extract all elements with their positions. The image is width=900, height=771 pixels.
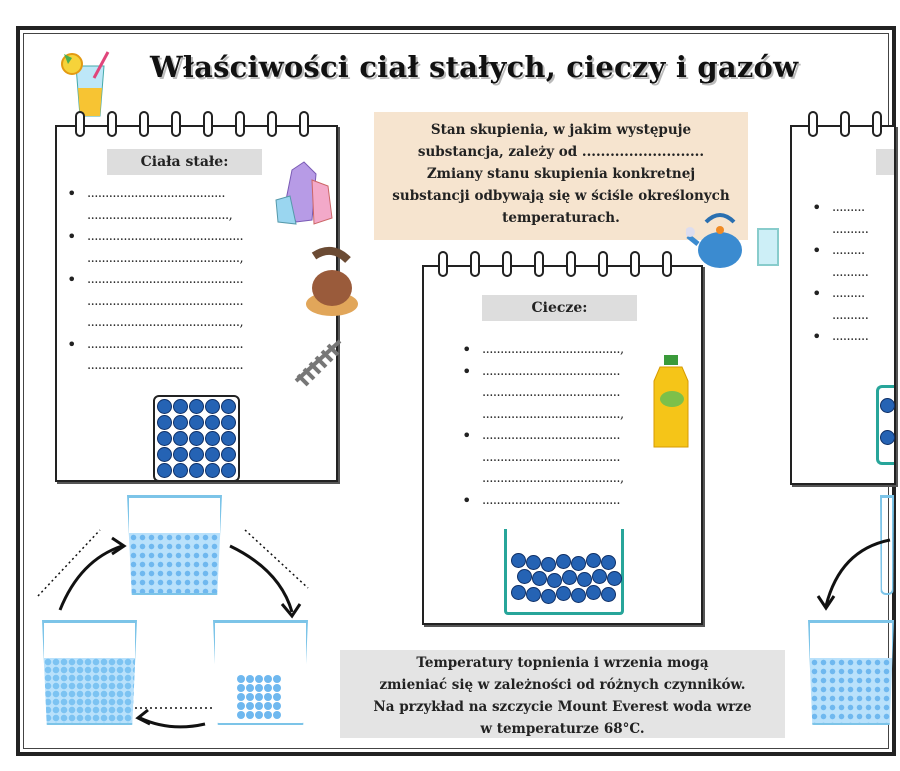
gas-particles-container: [876, 385, 894, 465]
liquid-particles-container: [504, 529, 624, 615]
particle: [601, 555, 616, 570]
gases-list: [810, 197, 894, 348]
list-item: • ...................................... .......................................,: [65, 183, 305, 226]
note-line: temperaturach.: [502, 210, 620, 226]
particle: [221, 447, 236, 462]
particle: [586, 553, 601, 568]
list-item: • ......................................,: [460, 339, 680, 361]
note-line: Zmiany stanu skupienia konkretnej: [426, 166, 696, 182]
particle: [556, 586, 571, 601]
cycle-arrow-right: [810, 530, 896, 620]
particle: [189, 399, 204, 414]
particle: [601, 587, 616, 602]
particle: [189, 447, 204, 462]
particle: [221, 399, 236, 414]
note-line: Na przykład na szczycie Mount Everest woda wrze: [373, 699, 752, 715]
particle: [157, 447, 172, 462]
clay-pot-icon: [302, 242, 360, 326]
particle: [157, 463, 172, 478]
particle: [173, 447, 188, 462]
particle: [189, 463, 204, 478]
particle: [511, 585, 526, 600]
gases-notebook: [790, 125, 896, 485]
particle: [205, 447, 220, 462]
liquids-list: [460, 339, 680, 511]
particle: [526, 555, 541, 570]
list-item: • ......... ..........: [810, 197, 894, 240]
particle: [571, 588, 586, 603]
particle: [173, 399, 188, 414]
particle: [205, 463, 220, 478]
solids-list: [65, 183, 305, 377]
list-item: • ...................................... ...................................... ......................................,: [460, 361, 680, 426]
ice-glass-icon: [757, 228, 779, 266]
particle: [205, 415, 220, 430]
particle: [173, 431, 188, 446]
list-item: • ........................................... ...........................................: [65, 334, 305, 377]
note-line: substancji odbywają się w ściśle określonych: [392, 188, 730, 204]
list-item: • ..........: [810, 326, 894, 348]
particle: [189, 415, 204, 430]
glass-right: [808, 620, 894, 725]
particle: [592, 569, 607, 584]
particle: [157, 431, 172, 446]
bottom-note: [340, 650, 785, 738]
particle: [221, 415, 236, 430]
particle: [173, 463, 188, 478]
solid-particles-grid: [153, 395, 240, 482]
particle: [157, 415, 172, 430]
gases-heading-band: [876, 149, 894, 175]
oil-bottle-icon: [648, 355, 694, 455]
particle: [532, 571, 547, 586]
particle: [221, 463, 236, 478]
list-item: • ......... ..........: [810, 283, 894, 326]
particle: [511, 553, 526, 568]
solids-heading: Ciała stałe:: [107, 149, 262, 175]
list-item: • ......................................: [460, 490, 680, 512]
particle: [205, 399, 220, 414]
list-item: • ........................................... ........................................... ..........................................,: [65, 269, 305, 334]
particle: [221, 431, 236, 446]
particle: [157, 399, 172, 414]
note-line: Temperatury topnienia i wrzenia mogą: [416, 655, 709, 671]
crystal-icon: [272, 160, 336, 234]
particle: [607, 571, 622, 586]
particle: [556, 554, 571, 569]
particle: [541, 557, 556, 572]
note-line: w temperaturze 68°C.: [480, 721, 645, 737]
particle: [205, 431, 220, 446]
page-title: Właściwości ciał stałych, cieczy i gazów: [150, 50, 799, 84]
list-item: • ...................................... ...................................... ......................................,: [460, 425, 680, 490]
particle: [173, 415, 188, 430]
particle: [541, 589, 556, 604]
note-line: Stan skupienia, w jakim występuje: [430, 122, 692, 138]
particle: [562, 570, 577, 585]
note-line: zmieniać się w zależności od różnych czynników.: [379, 677, 746, 693]
particle: [586, 585, 601, 600]
liquids-heading: Ciecze:: [482, 295, 637, 321]
particle: [571, 556, 586, 571]
list-item: • ......... ..........: [810, 240, 894, 283]
note-line: substancja, zależy od ..........................: [417, 144, 705, 160]
particle: [189, 431, 204, 446]
list-item: • ........................................... ..........................................,: [65, 226, 305, 269]
drink-icon: [58, 48, 118, 120]
cycle-arrows: [30, 520, 330, 740]
spring-icon: [290, 335, 350, 395]
particle: [517, 569, 532, 584]
particle: [526, 587, 541, 602]
